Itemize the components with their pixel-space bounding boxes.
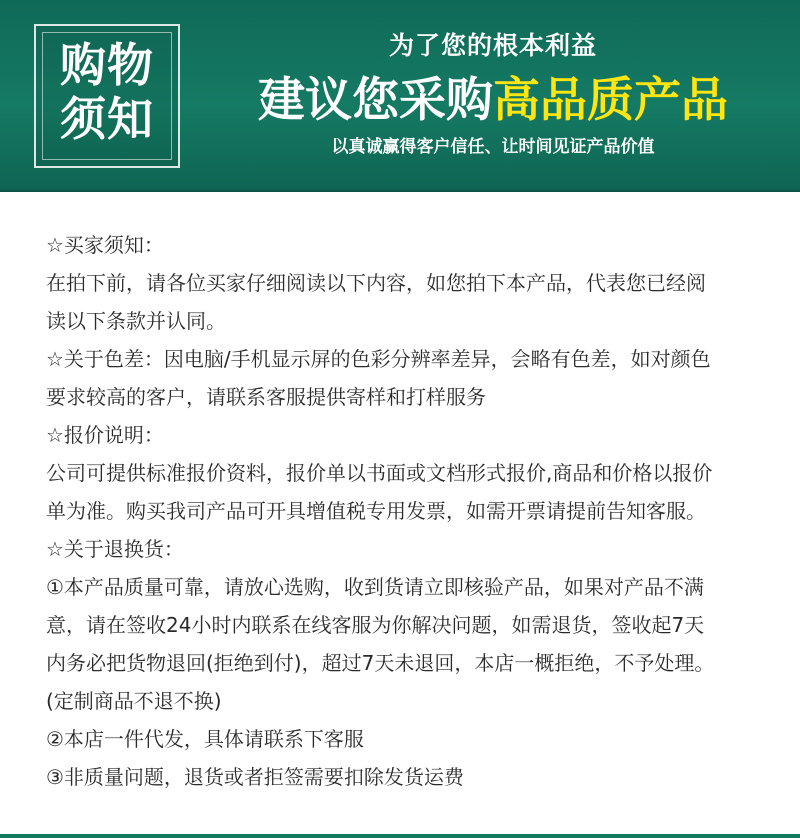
- notice-heading-color: ☆关于色差：因电脑/手机显示屏的色彩分辨率差异，会略有色差，如对颜色: [46, 347, 711, 371]
- notice-body: [46, 226, 766, 796]
- badge-line-2: 须知: [60, 92, 154, 146]
- banner-sub-line: 以真诚赢得客户信任、让时间见证产品价值: [331, 137, 655, 157]
- notice-line: 单为准。购买我司产品可开具增值税专用发票，如需开票请提前告知客服。: [46, 499, 706, 523]
- notice-heading-returns: ☆关于退换货：: [46, 537, 184, 561]
- badge-title: [36, 38, 178, 146]
- notice-line: ②本店一件代发，具体请联系下客服: [46, 727, 364, 751]
- notice-line: 意，请在签收24小时内联系在线客服为你解决问题，如需退货，签收起7天: [46, 613, 705, 637]
- banner-main-slogan: [210, 72, 776, 130]
- notice-line: 读以下条款并认同。: [46, 309, 226, 333]
- notice-line: ①本产品质量可靠，请放心选购，收到货请立即核验产品，如果对产品不满: [46, 575, 704, 599]
- notice-line: ③非质量问题，退货或者拒签需要扣除发货运费: [46, 765, 464, 789]
- bottom-accent-bar: [0, 834, 800, 838]
- banner-top-line: 为了您的根本利益: [388, 31, 597, 60]
- notice-line: (定制商品不退不换): [46, 689, 222, 713]
- notice-line: 内务必把货物退回(拒绝到付)，超过7天未退回，本店一概拒绝，不予处理。: [46, 651, 715, 675]
- notice-badge: [34, 24, 180, 168]
- slogan-prefix: 建议您采购: [258, 73, 493, 128]
- header-banner: [0, 0, 800, 192]
- notice-line: 要求较高的客户，请联系客服提供寄样和打样服务: [46, 385, 486, 409]
- badge-line-1: 购物: [60, 38, 154, 92]
- notice-heading-quote: ☆报价说明：: [46, 423, 164, 447]
- slogan-highlight: 高品质产品: [493, 73, 728, 128]
- notice-line: 在拍下前，请各位买家仔细阅读以下内容，如您拍下本产品，代表您已经阅: [46, 271, 706, 295]
- notice-line: 公司可提供标准报价资料，报价单以书面或文档形式报价,商品和价格以报价: [46, 461, 713, 485]
- notice-heading-buyer: ☆买家须知：: [46, 233, 164, 257]
